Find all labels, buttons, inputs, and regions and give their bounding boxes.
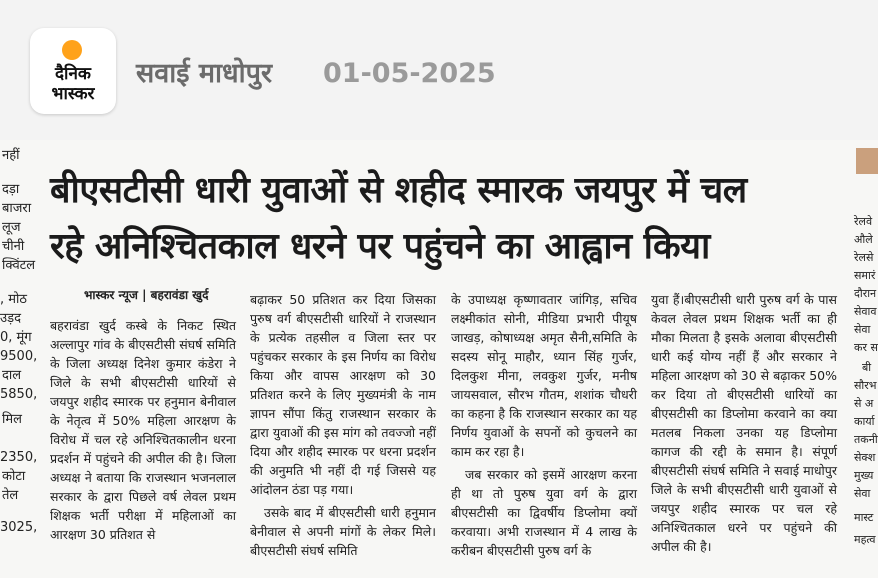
fragment: 2350, bbox=[0, 450, 38, 465]
photo-thumbnail bbox=[856, 148, 878, 174]
fragment: सौरभ bbox=[854, 379, 877, 392]
paragraph: बहरावंडा खुर्द कस्बे के निकट स्थित अल्लापुर गांव के बीएसटीसी संघर्ष समिति के जिला अध्यक्ष दिनेश कुमार कंडेरा ने जिले के सभी बीएसटीसी धारियों से जयपुर शहीद स्मारक पर हनुमान बेनीवाल के नेतृत्व में 50% महिला आरक्षण के विरोध में चल रहे अनिश्चितकालीन धरना प्रदर्शन में पहुंचने की अपील की है। जिला अध्यक्ष ने बताया कि राजस्थान भजनलाल सरकार के द्वारा पिछले वर्ष लेवल प्रथम शिक्षक भर्ती परीक्षा में महिलाओं का आरक्षण 30 प्रतिशत से bbox=[50, 318, 236, 542]
header-bar bbox=[0, 0, 878, 140]
logo-text-line2: भास्कर bbox=[51, 84, 95, 104]
paragraph: बढ़ाकर 50 प्रतिशत कर दिया जिसका पुरुष वर्ग बीएसटीसी धारियों ने राजस्थान के प्रत्येक तहसील व जिला स्तर पर पहुंचकर सरकार के इस निर्णय का विरोध किया और वापस आरक्षण को 30 प्रतिशत करने के लिए मुख्यमंत्री के नाम ज्ञापन सौंपा किंतु राजस्थान सरकार के द्वारा युवाओं की इस मांग को तवज्जो नहीं दिया और शहीद स्मारक पर धरना प्रदर्शन की अनुमति भी नहीं दी गई जिससे यह आंदोलन ठंडा पड़ गया। bbox=[250, 292, 436, 497]
fragment: सेवा bbox=[854, 487, 871, 500]
fragment: 9500, bbox=[0, 349, 38, 364]
dainik-bhaskar-logo[interactable] bbox=[30, 28, 116, 114]
paragraph: के उपाध्यक्ष कृष्णावतार जांगिड़, सचिव लक्ष्मीकांत सोनी, मीडिया प्रभारी पीयूष जाखड़, कोषाध्यक्ष अमृत सैनी,समिति के सदस्य सोनू माहौर, ध्यान सिंह गुर्जर, दिलकुश मीना, लवकुश गुर्जर, मनीष जायसवाल, सौरभ गौतम, शशांक चौधरी का कहना है कि राजस्थान सरकार का यह निर्णय युवाओं के सपनों को कुचलने का काम कर रहा है। bbox=[451, 292, 637, 459]
paragraph: युवा हैं।बीएसटीसी धारी पुरुष वर्ग के पास केवल लेवल प्रथम शिक्षक भर्ती का ही मौका मिलता है इसके अलावा बीएसटीसी धारी कई योग्य नहीं हैं और सरकार ने महिला आरक्षण को 30 से बढ़ाकर 50% कर दिया तो बीएसटीसी धारियों का बीएसटीसी का डिप्लोमा करवाने का क्या मतलब निकला उनका यह डिप्लोमा कागज की रद्दी के समान है। संपूर्ण बीएसटीसी संघर्ष समिति ने सवाई माधोपुर जिले के सभी बीएसटीसी धारी युवाओं से जयपुर शहीद स्मारक पर चल रहे अनिश्चितकाल धरने पर पहुंचने की अपील की है। bbox=[651, 292, 837, 554]
fragment: बाजरा bbox=[2, 201, 32, 216]
fragment: रेलसे bbox=[854, 251, 874, 264]
edition-date: 01-05-2025 bbox=[323, 58, 496, 89]
fragment: मिल bbox=[2, 412, 22, 427]
fragment: दड़ा bbox=[2, 182, 20, 197]
fragment: 5850, bbox=[0, 387, 38, 402]
fragment: मुख्य bbox=[854, 469, 874, 482]
fragment: औले bbox=[854, 233, 873, 246]
fragment: सेक्श bbox=[854, 451, 876, 464]
headline-line-2: रहे अनिश्चितकाल धरने पर पहुंचने का आह्वान किया bbox=[50, 226, 710, 267]
article-column-2 bbox=[250, 290, 436, 564]
fragment: दौरान bbox=[854, 287, 877, 300]
logo-text-line1: दैनिक bbox=[55, 64, 91, 84]
fragment: रेलवे bbox=[854, 215, 873, 228]
paragraph: उसके बाद में बीएसटीसी धारी हनुमान बेनीवाल से अपनी मांगों के लेकर मिले।बीएसटीसी संघर्ष समिति bbox=[250, 505, 436, 558]
fragment: चीनी bbox=[2, 239, 25, 254]
headline-line-1: बीएसटीसी धारी युवाओं से शहीद स्मारक जयपुर में चल bbox=[50, 170, 747, 211]
fragment: क्विंटल bbox=[2, 258, 36, 273]
article-column-3 bbox=[451, 290, 637, 564]
fragment: तेल bbox=[2, 488, 19, 503]
paragraph: जब सरकार को इसमें आरक्षण करना ही था तो पुरुष युवा वर्ग के द्वारा बीएसटीसी का द्विवर्षीय डिप्लोमा क्यों करवाया। अभी राजस्थान में 4 लाख के करीबन बीएसटीसी पुरुष वर्ग के bbox=[451, 467, 637, 558]
fragment: सेवाव bbox=[854, 305, 877, 318]
fragment: समारं bbox=[854, 269, 876, 282]
fragment: कोटा bbox=[2, 469, 26, 484]
fragment: से अ bbox=[854, 397, 874, 410]
edition-city: सवाई माधोपुर bbox=[136, 58, 273, 89]
fragment: उड़द bbox=[0, 311, 21, 326]
fragment: 3025, bbox=[0, 520, 38, 535]
sun-icon bbox=[62, 40, 82, 60]
fragment: दाल bbox=[2, 368, 22, 383]
fragment: मास्ट bbox=[854, 511, 874, 524]
fragment: सेवा bbox=[854, 323, 871, 336]
fragment: लूज bbox=[2, 220, 21, 235]
fragment: 0, मूंग bbox=[0, 330, 32, 345]
article-column-1 bbox=[50, 316, 236, 548]
fragment: नहीं bbox=[2, 148, 20, 163]
fragment: तकनी bbox=[854, 433, 878, 446]
fragment: महत्व bbox=[854, 533, 876, 546]
fragment: बी bbox=[862, 361, 872, 374]
byline: भास्कर न्यूज | बहरावंडा खुर्द bbox=[84, 288, 209, 302]
article-column-4 bbox=[651, 290, 837, 560]
fragment: , मोठ bbox=[0, 292, 27, 307]
fragment: कर स bbox=[854, 341, 878, 354]
fragment: कार्या bbox=[854, 415, 875, 428]
